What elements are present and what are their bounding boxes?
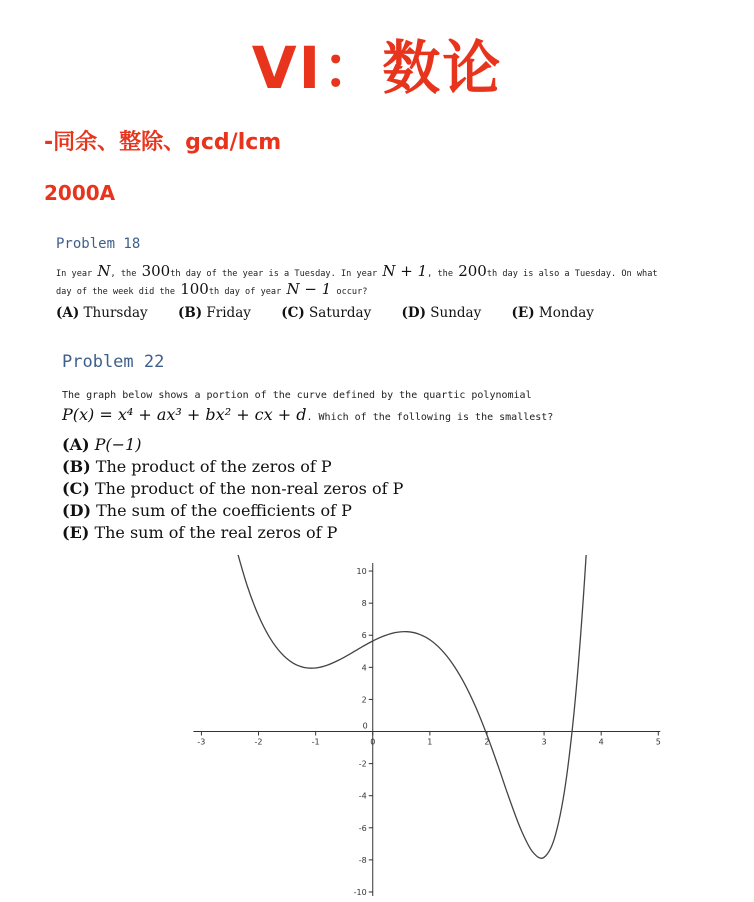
y-tick-label: -10 xyxy=(353,887,367,897)
choice-e: (E) Monday xyxy=(511,305,594,321)
y-tick-label: 2 xyxy=(361,695,367,705)
problem-18-statement-line1: In year N, the 300th day of the year is a Tuesday. In year N + 1, the 200th day is also a Tuesday. On what xyxy=(56,262,658,280)
x-tick-label: 0 xyxy=(370,737,376,747)
choice-d: (D) Sunday xyxy=(401,305,482,321)
polynomial-formula: P(x) = x⁴ + ax³ + bx² + cx + d xyxy=(62,405,307,424)
choice-a: (A) Thursday xyxy=(56,305,148,321)
page-title: VI：数论 xyxy=(251,34,503,102)
choice-b: (B) Friday xyxy=(177,305,251,321)
y-tick-label: 6 xyxy=(361,631,367,641)
choice-c: (C) The product of the non-real zeros of P xyxy=(62,479,404,498)
choice-a: (A) P(−1) xyxy=(62,435,142,454)
problem-22-statement-line1: The graph below shows a portion of the curve defined by the quartic polynomial xyxy=(62,390,532,401)
y-tick-label: 0 xyxy=(362,721,368,731)
year-heading: 2000A xyxy=(44,181,116,205)
problem-18-title: Problem 18 xyxy=(56,236,141,252)
problem-18-choices xyxy=(56,303,620,323)
choice-c: (C) Saturday xyxy=(281,305,372,321)
problem-22-choices xyxy=(62,434,403,544)
x-tick-label: -1 xyxy=(311,737,320,747)
y-tick-label: -8 xyxy=(358,855,367,865)
x-tick-label: 1 xyxy=(427,737,433,747)
x-tick-label: -2 xyxy=(254,737,263,747)
problem-18-statement-line2: day of the week did the 100th day of year N − 1 occur? xyxy=(56,280,368,298)
curve-p-of-x xyxy=(236,555,624,858)
x-tick-label: 5 xyxy=(655,737,661,747)
section-subtitle: -同余、整除、gcd/lcm xyxy=(44,130,282,155)
choice-e: (E) The sum of the real zeros of P xyxy=(62,523,338,542)
x-tick-label: 4 xyxy=(598,737,604,747)
x-tick-label: 3 xyxy=(541,737,547,747)
y-tick-label: -6 xyxy=(358,823,367,833)
y-tick-label: 8 xyxy=(361,599,367,609)
choice-d: (D) The sum of the coefficients of P xyxy=(62,501,352,520)
choice-b: (B) The product of the zeros of P xyxy=(62,457,332,476)
x-tick-label: 2 xyxy=(484,737,490,747)
problem-22-statement-line2: P(x) = x⁴ + ax³ + bx² + cx + d. Which of the following is the smallest? xyxy=(62,405,554,424)
problem-22-title: Problem 22 xyxy=(62,352,165,372)
x-tick-label: -3 xyxy=(197,737,206,747)
quartic-graph xyxy=(190,555,664,900)
y-tick-label: -4 xyxy=(358,791,367,801)
y-tick-label: 4 xyxy=(361,663,367,673)
y-tick-label: 10 xyxy=(356,567,367,577)
y-tick-label: -2 xyxy=(358,759,367,769)
